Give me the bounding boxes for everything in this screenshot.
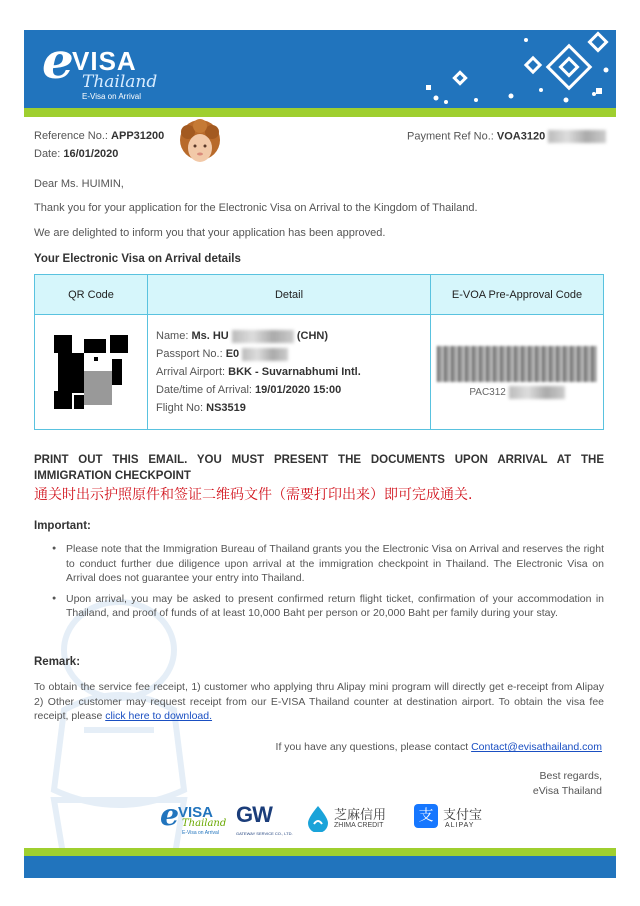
zhima-credit-logo: 芝麻信用 ZHIMA CREDIT xyxy=(306,802,398,836)
logo-thailand: Thailand xyxy=(82,72,158,92)
th-detail: Detail xyxy=(148,275,431,315)
detail-cell xyxy=(148,315,431,430)
reference-number: Reference No.: APP31200 xyxy=(34,130,165,142)
details-heading: Your Electronic Visa on Arrival details xyxy=(34,253,241,265)
alipay-icon: 支 xyxy=(414,804,438,828)
redacted-area xyxy=(509,386,565,399)
redacted-area xyxy=(242,348,288,361)
qr-cell xyxy=(35,315,148,430)
remark-text: To obtain the service fee receipt, 1) customer who applying thru Alipay mini program will directly get e-receipt from Alipay 2) Other customer may request receipt from our E-VISA Thailand counter at destination airport. To obtain the visa fee receipt, please click here to download. xyxy=(34,681,604,722)
contact-email-link[interactable]: Contact@evisathailand.com xyxy=(471,741,602,753)
header-banner xyxy=(24,30,616,108)
cherub-sticker-icon xyxy=(176,118,224,168)
logo-e: e xyxy=(42,31,74,90)
redacted-barcode xyxy=(437,346,597,382)
signoff-regards: Best regards, xyxy=(539,770,602,782)
email-page xyxy=(24,30,616,878)
footer-banner xyxy=(24,856,616,878)
th-pre-approval-code: E-VOA Pre-Approval Code xyxy=(431,275,604,315)
arrival-airport: Arrival Airport: BKK - Suvarnabhumi Intl. xyxy=(156,366,361,378)
header-accent-bar xyxy=(24,108,616,117)
qr-code-icon xyxy=(54,335,128,409)
important-list xyxy=(34,542,604,627)
download-receipt-link[interactable]: click here to download. xyxy=(105,710,213,722)
signoff-sender: eVisa Thailand xyxy=(532,785,602,797)
greeting: Dear Ms. HUIMIN, xyxy=(34,178,124,190)
footer-accent-bar xyxy=(24,848,616,856)
diamond-pattern-icon xyxy=(416,30,616,108)
chinese-warning: 通关时出示护照原件和签证二维码文件（需要打印出来）即可完成通关. xyxy=(34,487,473,503)
zhima-drop-icon xyxy=(306,804,330,832)
approval-paragraph: We are delighted to inform you that your application has been approved. xyxy=(34,227,386,239)
visa-details-table xyxy=(34,274,604,430)
logo-tagline: E-Visa on Arrival xyxy=(82,92,141,101)
flight-number: Flight No: NS3519 xyxy=(156,402,246,414)
arrival-datetime: Date/time of Arrival: 19/01/2020 15:00 xyxy=(156,384,342,396)
payment-ref-value: VOA3120 xyxy=(496,130,546,143)
reference-value: APP31200 xyxy=(111,130,165,142)
important-item: ● Please note that the Immigration Bureau of Thailand grants you the Electronic Visa on Arrival and reserves the right to conduct further due diligence upon arrival at the immigration checkpoint in Thailand. The Electronic Visa on Arrival does not guarantee your entry into Thailand. xyxy=(66,542,604,586)
intro-paragraph: Thank you for your application for the Electronic Visa on Arrival to the Kingdom of Thailand. xyxy=(34,202,478,214)
logo-visa: VISA xyxy=(72,46,137,76)
date-value: 16/01/2020 xyxy=(63,148,119,160)
applicant-name: Name: Ms. HU (CHN) xyxy=(156,330,329,342)
remark-heading: Remark: xyxy=(34,656,81,668)
letter-date: Date: 16/01/2020 xyxy=(34,148,119,160)
redacted-area xyxy=(232,330,294,343)
evisa-footer-logo: e VISA Thailand E-Visa on Arrival xyxy=(160,798,227,836)
alipay-logo: 支 支付宝 ALIPAY xyxy=(414,802,494,836)
payment-reference: Payment Ref No.: VOA3120 xyxy=(407,130,606,143)
print-warning: PRINT OUT THIS EMAIL. YOU MUST PRESENT THE DOCUMENTS UPON ARRIVAL AT THE IMMIGRATION CHECKPOINT xyxy=(34,454,604,482)
partner-logos xyxy=(24,798,616,842)
important-item: ● Upon arrival, you may be asked to present confirmed return flight ticket, confirmation of your accommodation in Thailand, and proof of funds of at least 10,000 Baht per person or 20,000 Baht per family during your stay. xyxy=(66,592,604,621)
th-qr-code: QR Code xyxy=(35,275,148,315)
contact-line: If you have any questions, please contact Contact@evisathailand.com xyxy=(275,741,602,753)
gateway-logo: GW GATEWAY SERVICE CO., LTD. xyxy=(236,802,293,836)
important-heading: Important: xyxy=(34,520,91,532)
redacted-area xyxy=(548,130,606,143)
passport-number: Passport No.: E0 xyxy=(156,345,429,363)
pre-approval-code-cell xyxy=(431,315,604,430)
pre-approval-code: PAC312 xyxy=(432,386,602,399)
